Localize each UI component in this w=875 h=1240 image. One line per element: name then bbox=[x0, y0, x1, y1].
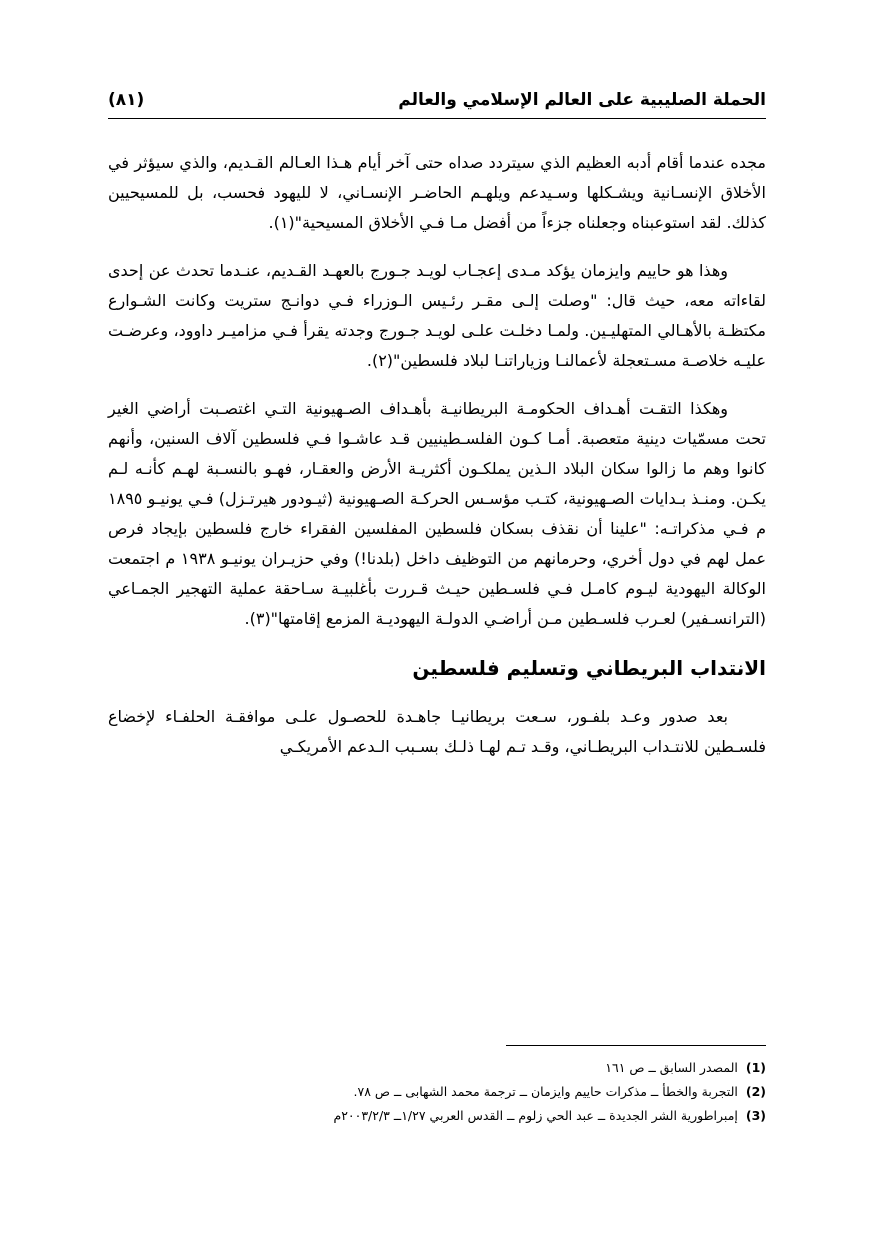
footnote bbox=[108, 1104, 766, 1128]
body-text bbox=[108, 148, 766, 780]
footnote-text: إمبراطورية الشر الجديدة ــ عبد الحي زلوم ــ القدس العربي ١/٢٧ــ ٢٠٠٣/٢/٣م bbox=[333, 1108, 738, 1123]
footnote-text: المصدر السابق ــ ص ١٦١ bbox=[605, 1060, 738, 1075]
footnote-text: التجربة والخطأ ــ مذكرات حاييم وايزمان ــ ترجمة محمد الشهابى ــ ص ٧٨. bbox=[353, 1084, 738, 1099]
page-number: (٨١) bbox=[108, 90, 145, 110]
footnote-marker: (3) bbox=[745, 1108, 766, 1123]
running-title: الحملة الصليبية على العالم الإسلامي والعالم bbox=[398, 90, 766, 110]
section-heading: الانتداب البريطاني وتسليم فلسطين bbox=[412, 656, 766, 680]
footnote-separator bbox=[506, 1045, 766, 1046]
paragraph: وهذا هو حاييم وايزمان يؤكد مـدى إعجـاب لويـد جـورج بالعهـد القـديم، عنـدما تحدث عن إحدى لقاءاته معه، حيث قال: "وصلت إلـى مقـر رئـيس الـوزراء فـي دوانـج ستريت وكانت الشـوارع مكتظـة بالأهـالي المتهليـين. ولمـا دخلـت علـى لويـد جـورج وجدته يقرأ فـي مزاميـر داوود، وعرضـت عليـه خلاصـة مسـتعجلة لأعمالنـا وزياراتنـا لبلاد فلسطين"(٢). bbox=[108, 261, 766, 370]
footnotes bbox=[108, 1045, 766, 1128]
footnote bbox=[108, 1056, 766, 1080]
footnote bbox=[108, 1080, 766, 1104]
footnote-marker: (2) bbox=[745, 1084, 766, 1099]
paragraph: وهكذا التقـت أهـداف الحكومـة البريطانيـة بأهـداف الصـهيونية التـي اغتصـبت أراضي الغير تحت مسمّيات دينية متعصبة. أمـا كـون الفلسـطينيين قـد عاشـوا فـي فلسطين آلاف السنين، وأنهم كانوا وهم ما زالوا سكان البلاد الـذين يملكـون أكثريـة الأرض والعقـار، فهـو بالنسـبة لهـم كأنـه لـم يكـن. ومنـذ بـدايات الصـهيونية، كتـب مؤسـس الحركـة الصـهيونية (ثيـودور هيرتـزل) فـي يونيـو ١٨٩٥ م فـي مذكراتـه: "علينا أن نقذف بسكان فلسطين المفلسين الفقراء خارج فلسطين بإيجاد فرص عمل لهم في دول أخري، وحرمانهم من التوظيف داخل (بلدنا!) وفي حزيـران يونيـو ١٩٣٨ م اجتمعت الوكالة اليهودية ليـوم كامـل فـي فلسـطين حيـث قـررت بأغلبيـة سـاحقة عملية التهجير الجمـاعي (الترانسـفير) لعـرب فلسـطين مـن أراضـي الدولـة اليهوديـة المزمع إقامتها"(٣). bbox=[108, 399, 767, 628]
footnote-marker: (1) bbox=[745, 1060, 766, 1075]
paragraph: بعد صدور وعـد بلفـور، سـعت بريطانيـا جاهـدة للحصـول علـى موافقـة الحلفـاء لإخضاع فلسـطين للانتـداب البريطـاني، وقـد تـم لهـا ذلـك بسـبب الـدعم الأمريكـي bbox=[108, 707, 766, 756]
paragraph: مجده عندما أقام أدبه العظيم الذي سيتردد صداه حتى آخر أيام هـذا العـالم القـديم، والذي سيؤثر في الأخلاق الإنسـانية ويشـكلها وسـيدعم ويلهـم الحاضـر الإنسـاني، لا لليهود فحسب، بل للمسيحيين كذلك. لقد استوعبناه وجعلناه جزءاً من أفضل مـا فـي الأخلاق المسيحية"(١). bbox=[108, 153, 766, 232]
running-header bbox=[108, 88, 766, 119]
